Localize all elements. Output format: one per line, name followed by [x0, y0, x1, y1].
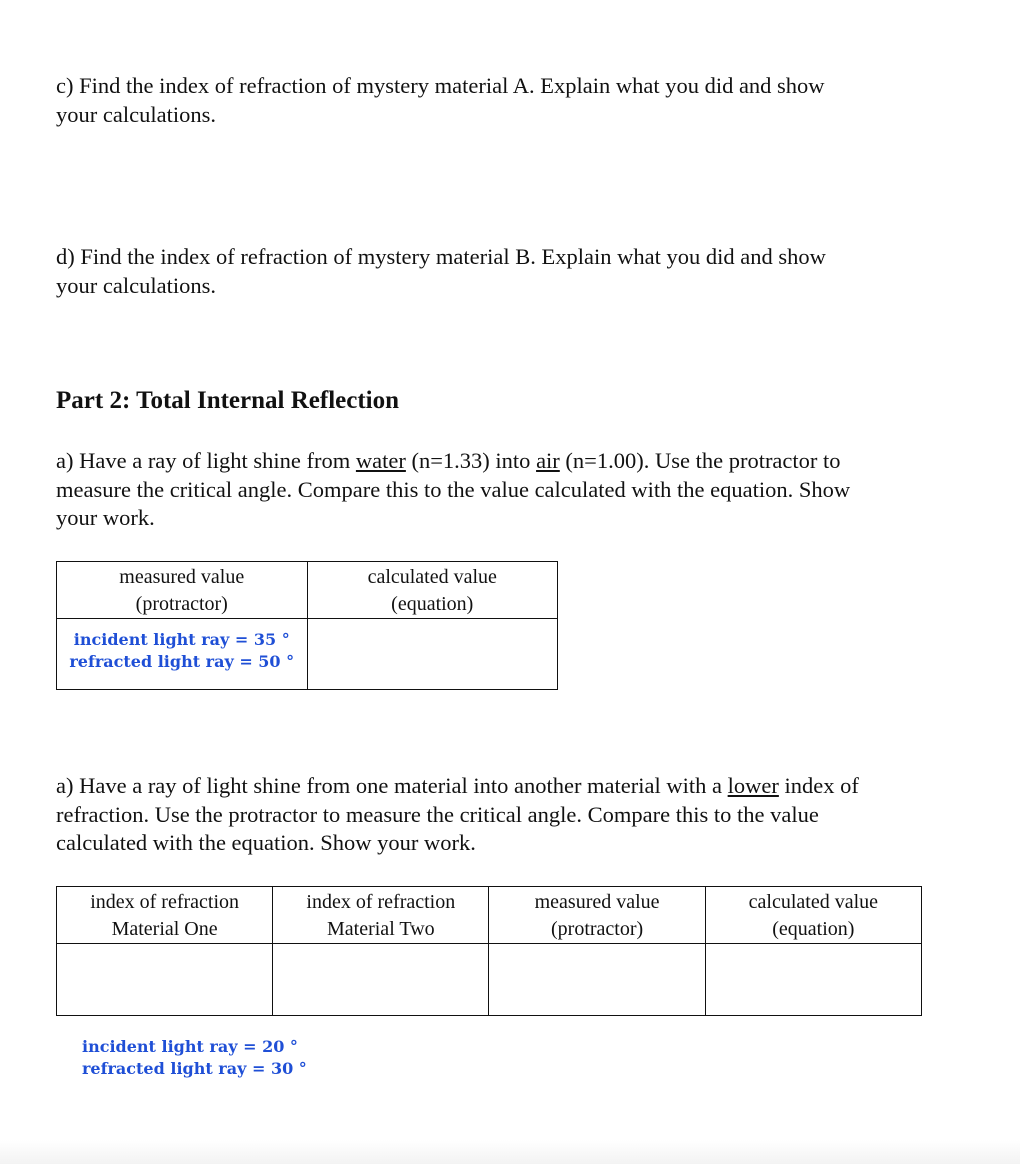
table2-h4-line1: calculated value — [748, 891, 879, 913]
q-a2-post: index of — [778, 773, 859, 798]
question-a-water-air — [56, 447, 936, 533]
q-a2-line2: refraction. Use the protractor to measure the critical angle. Compare this to the value — [56, 801, 819, 827]
table2-material-two-cell[interactable] — [273, 944, 489, 1016]
note2-line2: refracted light ray = 30 ° — [82, 1058, 307, 1078]
note1-line1: incident light ray = 35 ° — [73, 630, 290, 649]
note2-line1: incident light ray = 20 ° — [82, 1037, 298, 1056]
q-a1-line2: measure the critical angle. Compare this to the value calculated with the equation. Show — [56, 476, 851, 502]
table2-h1-line1: index of refraction — [90, 891, 240, 913]
q-a1-post: (n=1.00). Use the protractor to — [559, 448, 841, 473]
question-d-line2: your calculations. — [56, 272, 216, 298]
table2-header-measured — [489, 887, 705, 944]
table1-header-row — [57, 562, 558, 619]
part2-heading: Part 2: Total Internal Reflection — [56, 387, 400, 414]
q-a1-pre: a) Have a ray of light shine from — [56, 448, 356, 473]
table1-header-measured-line2: (protractor) — [135, 593, 228, 615]
table2-header-row — [57, 887, 922, 944]
q-a1-line3: your work. — [56, 505, 155, 530]
table1-header-calculated-line2: (equation) — [391, 593, 474, 615]
table2-material-one-cell[interactable] — [57, 944, 273, 1016]
question-a-lower-index — [56, 772, 936, 858]
table1-answer-row — [57, 619, 558, 690]
table2-header-material-one — [57, 887, 273, 944]
note1-line2: refracted light ray = 50 ° — [69, 651, 295, 671]
table2-h2-line1: index of refraction — [306, 891, 456, 913]
table1-header-calculated-line1: calculated value — [367, 566, 497, 588]
q-a2-lower: lower — [727, 773, 779, 798]
table2-header-material-two — [273, 887, 489, 944]
table1-measured-cell[interactable] — [57, 619, 308, 690]
table1-header-measured — [57, 562, 308, 619]
table2-header-calculated — [705, 887, 921, 944]
page-bottom-edge — [0, 1140, 1020, 1164]
question-c — [56, 72, 936, 129]
q-a1-mid: (n=1.33) into — [405, 448, 537, 473]
q-a2-line3: calculated with the equation. Show your work. — [56, 830, 476, 855]
question-d-line1: d) Find the index of refraction of mystery material B. Explain what you did and show — [56, 244, 826, 269]
question-d — [56, 243, 936, 300]
table1-header-measured-line1: measured value — [119, 566, 245, 588]
table1-calculated-cell[interactable] — [307, 619, 558, 690]
table2-h4-line2: (equation) — [772, 918, 855, 940]
table2-answer-row — [57, 944, 922, 1016]
table1-header-calculated — [307, 562, 558, 619]
table2-calculated-cell[interactable] — [705, 944, 921, 1016]
note2 — [82, 1036, 307, 1079]
materials-table — [56, 886, 922, 1016]
table2-measured-cell[interactable] — [489, 944, 705, 1016]
table2-h3-line2: (protractor) — [551, 918, 644, 940]
table2-h2-line2: Material Two — [327, 918, 435, 940]
critical-angle-table — [56, 561, 558, 690]
question-c-line2: your calculations. — [56, 101, 216, 127]
table2-h1-line2: Material One — [111, 918, 218, 940]
question-c-line1: c) Find the index of refraction of mystery material A. Explain what you did and show — [56, 73, 825, 98]
q-a1-air: air — [536, 448, 560, 473]
table2-h3-line1: measured value — [534, 891, 660, 913]
q-a1-water: water — [355, 448, 406, 473]
q-a2-pre: a) Have a ray of light shine from one material into another material with a — [56, 773, 728, 798]
